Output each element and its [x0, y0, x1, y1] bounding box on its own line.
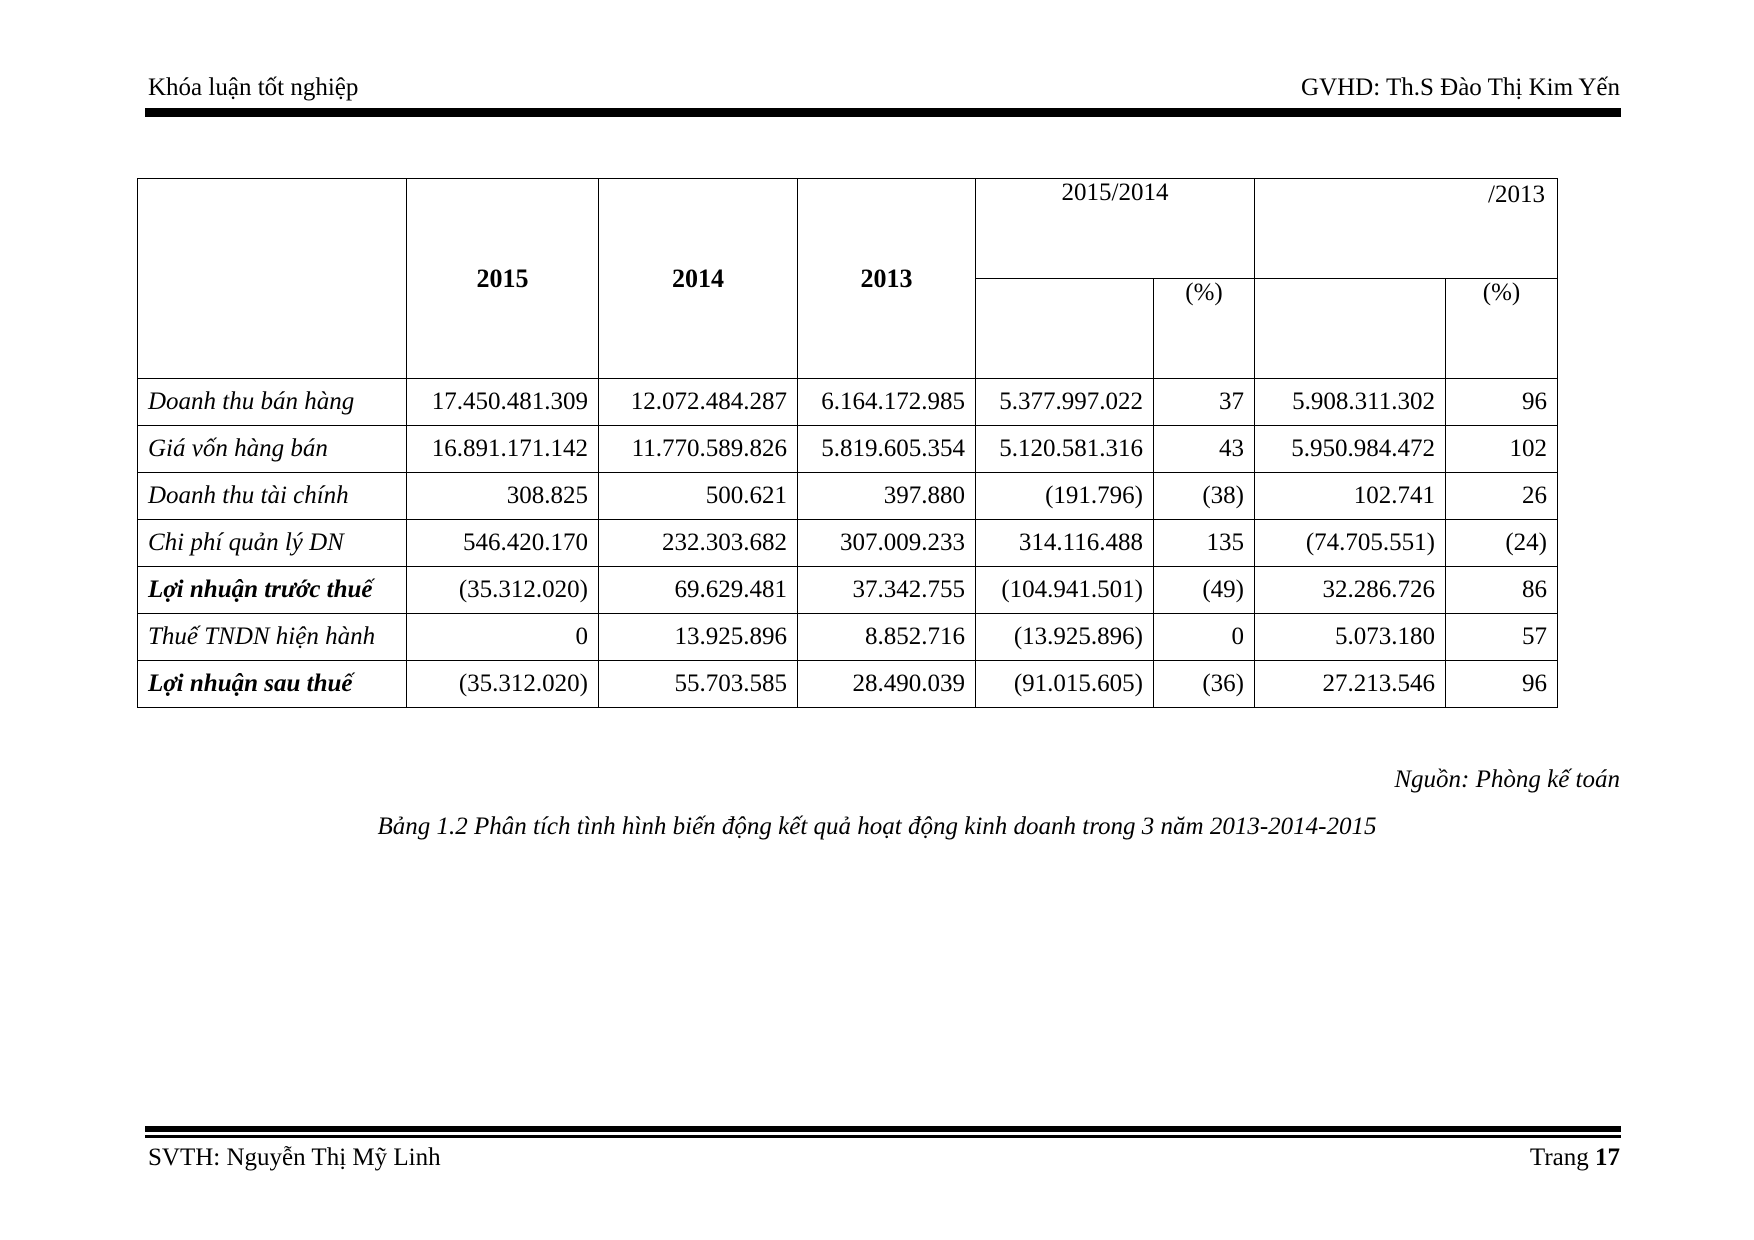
pct-subheader — [1446, 279, 1558, 379]
compare-2013-label: /2013 — [1488, 181, 1545, 208]
cell-y2013: 307.009.233 — [798, 520, 976, 567]
row-label: Chi phí quản lý DN — [138, 520, 407, 567]
row-label: Lợi nhuận sau thuế — [138, 661, 407, 708]
page-number: 17 — [1595, 1144, 1620, 1171]
year-2015-header: 2015 — [407, 179, 599, 379]
header-row-top — [138, 179, 1558, 279]
cell-p1: (36) — [1154, 661, 1255, 708]
table-row — [138, 426, 1558, 473]
header-rule — [145, 108, 1621, 117]
cell-y2013: 397.880 — [798, 473, 976, 520]
cell-d2: (74.705.551) — [1255, 520, 1446, 567]
year-2014-header: 2014 — [599, 179, 798, 379]
cell-p1: (49) — [1154, 567, 1255, 614]
compare-2015-2014-header — [976, 179, 1255, 279]
cell-d1: 314.116.488 — [976, 520, 1154, 567]
cell-p2: 86 — [1446, 567, 1558, 614]
cell-y2015: 17.450.481.309 — [407, 379, 599, 426]
cell-p1: 43 — [1154, 426, 1255, 473]
cell-p1: 37 — [1154, 379, 1255, 426]
cell-y2015: 546.420.170 — [407, 520, 599, 567]
cell-d2: 5.950.984.472 — [1255, 426, 1446, 473]
cell-d2: 5.908.311.302 — [1255, 379, 1446, 426]
cell-d1: (91.015.605) — [976, 661, 1154, 708]
cell-p1: 135 — [1154, 520, 1255, 567]
cell-y2015: 0 — [407, 614, 599, 661]
year-2013-header: 2013 — [798, 179, 976, 379]
table-row — [138, 567, 1558, 614]
header-blank-cell — [138, 179, 407, 379]
cell-d2: 102.741 — [1255, 473, 1446, 520]
table-row — [138, 473, 1558, 520]
cell-y2013: 8.852.716 — [798, 614, 976, 661]
cell-d1: (104.941.501) — [976, 567, 1154, 614]
compare-2015-2014-label: 2015/2014 — [1061, 179, 1169, 206]
cell-y2014: 69.629.481 — [599, 567, 798, 614]
cell-y2015: (35.312.020) — [407, 661, 599, 708]
table-source: Nguồn: Phòng kế toán — [1394, 766, 1620, 793]
row-label: Thuế TNDN hiện hành — [138, 614, 407, 661]
cell-p2: 96 — [1446, 661, 1558, 708]
table-body — [138, 379, 1558, 708]
cell-y2014: 232.303.682 — [599, 520, 798, 567]
cell-y2014: 55.703.585 — [599, 661, 798, 708]
pct-subheader — [1154, 279, 1255, 379]
cell-d1: (13.925.896) — [976, 614, 1154, 661]
compare-2013-header — [1255, 179, 1558, 279]
cell-y2015: (35.312.020) — [407, 567, 599, 614]
cell-p1: (38) — [1154, 473, 1255, 520]
pct-label: (%) — [1185, 279, 1223, 306]
diff-value-subheader — [976, 279, 1154, 379]
cell-d1: 5.377.997.022 — [976, 379, 1154, 426]
cell-p2: 57 — [1446, 614, 1558, 661]
cell-p2: 96 — [1446, 379, 1558, 426]
cell-y2014: 13.925.896 — [599, 614, 798, 661]
cell-p2: 102 — [1446, 426, 1558, 473]
footer-rule-thin — [145, 1135, 1621, 1138]
cell-y2013: 6.164.172.985 — [798, 379, 976, 426]
cell-d1: (191.796) — [976, 473, 1154, 520]
table-row — [138, 520, 1558, 567]
pct-label: (%) — [1482, 279, 1521, 306]
cell-p2: (24) — [1446, 520, 1558, 567]
cell-y2015: 16.891.171.142 — [407, 426, 599, 473]
cell-y2014: 500.621 — [599, 473, 798, 520]
row-label: Doanh thu tài chính — [138, 473, 407, 520]
header-title: Khóa luận tốt nghiệp — [148, 74, 359, 101]
table-row — [138, 661, 1558, 708]
cell-y2014: 12.072.484.287 — [599, 379, 798, 426]
row-label: Doanh thu bán hàng — [138, 379, 407, 426]
business-results-table — [137, 178, 1558, 708]
diff-value-subheader — [1255, 279, 1446, 379]
cell-d1: 5.120.581.316 — [976, 426, 1154, 473]
cell-y2014: 11.770.589.826 — [599, 426, 798, 473]
header-advisor: GVHD: Th.S Đào Thị Kim Yến — [1301, 74, 1620, 101]
footer-rule-thick — [145, 1126, 1621, 1132]
row-label: Lợi nhuận trước thuế — [138, 567, 407, 614]
cell-p2: 26 — [1446, 473, 1558, 520]
table-row — [138, 614, 1558, 661]
cell-d2: 32.286.726 — [1255, 567, 1446, 614]
table-row — [138, 379, 1558, 426]
cell-p1: 0 — [1154, 614, 1255, 661]
row-label: Giá vốn hàng bán — [138, 426, 407, 473]
cell-d2: 5.073.180 — [1255, 614, 1446, 661]
table-caption: Bảng 1.2 Phân tích tình hình biến động kết quả hoạt động kinh doanh trong 3 năm 2013-2014-2015 — [377, 813, 1377, 840]
footer-page — [1530, 1144, 1620, 1172]
cell-y2013: 37.342.755 — [798, 567, 976, 614]
cell-y2013: 28.490.039 — [798, 661, 976, 708]
cell-d2: 27.213.546 — [1255, 661, 1446, 708]
footer-student: SVTH: Nguyễn Thị Mỹ Linh — [148, 1144, 441, 1171]
cell-y2015: 308.825 — [407, 473, 599, 520]
cell-y2013: 5.819.605.354 — [798, 426, 976, 473]
page-label: Trang — [1529, 1144, 1589, 1171]
